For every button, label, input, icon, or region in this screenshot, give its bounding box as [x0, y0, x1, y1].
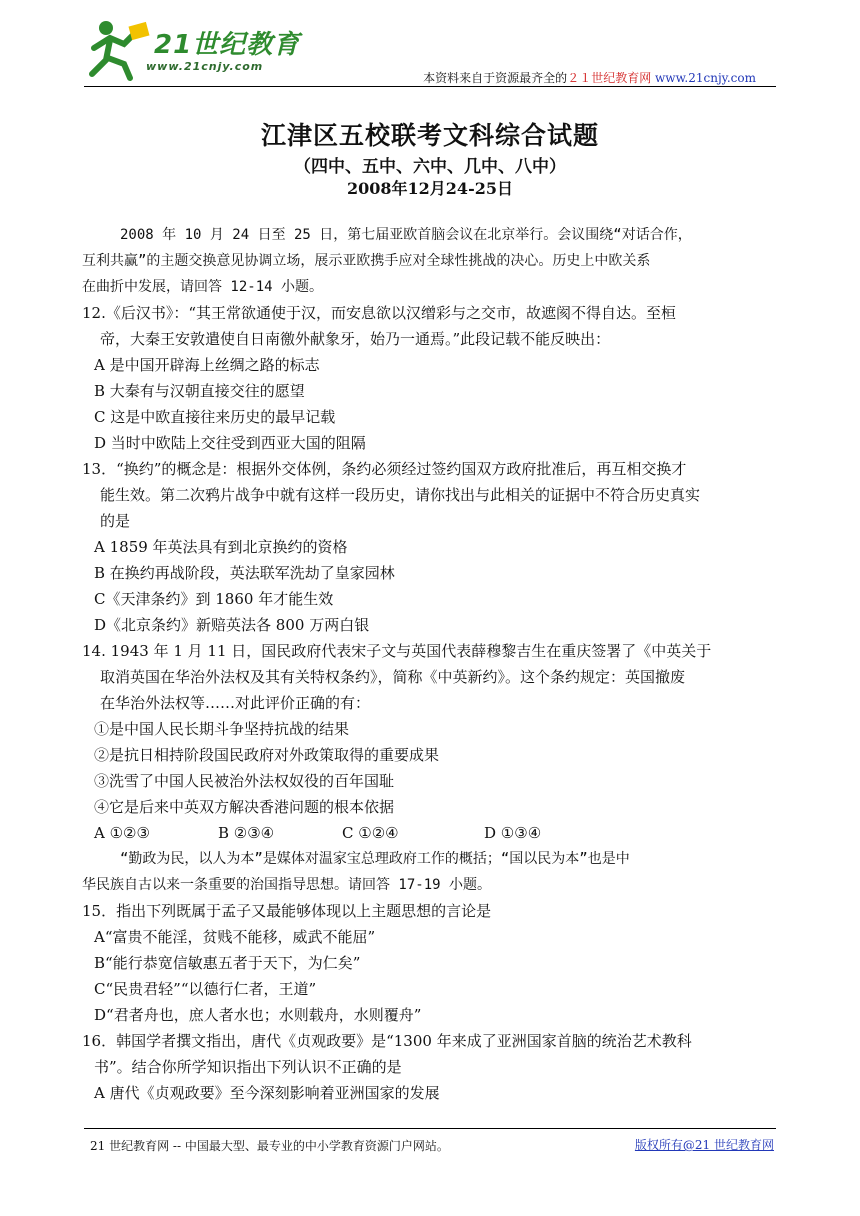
intro2-line: 华民族自古以来一条重要的治国指导思想。请回答 17-19 小题。 — [82, 877, 491, 893]
question-16-stem: 书”。结合你所学知识指出下列认识不正确的是 — [94, 1058, 402, 1076]
runner-logo-icon — [84, 18, 154, 82]
question-14-stem: 取消英国在华治外法权及其有关特权条约》，简称《中英新约》。这个条约规定：英国撤废 — [100, 668, 686, 686]
question-13-option: C《天津条约》到 1860 年才能生效 — [94, 590, 334, 608]
question-13-option: D《北京条约》新赔英法各 800 万两白银 — [94, 616, 370, 634]
question-14-choices — [82, 820, 782, 846]
question-13-stem: 13．“换约”的概念是：根据外交体例，条约必须经过签约国双方政府批准后，再互相交换才 — [82, 460, 687, 478]
exam-title: 江津区五校联考文科综合试题 — [260, 121, 599, 150]
site-logo[interactable] — [84, 18, 301, 82]
question-12-option: B 大秦有与汉朝直接交往的愿望 — [94, 382, 305, 400]
question-12-stem: 帝，大秦王安敦遣使自日南徼外献象牙，始乃一通焉。”此段记载不能反映出： — [100, 330, 611, 348]
question-15-option: B“能行恭宽信敏惠五者于天下，为仁矣” — [94, 954, 361, 972]
question-13-option: B 在换约再战阶段，英法联军洗劫了皇家园林 — [94, 564, 395, 582]
question-15-option: D“君者舟也，庶人者水也；水则载舟，水则覆舟” — [94, 1006, 422, 1024]
intro-line: 2008 年 10 月 24 日至 25 日，第七届亚欧首脑会议在北京举行。会议围绕“对话合作， — [120, 227, 692, 243]
footer-divider — [84, 1128, 776, 1129]
question-16-option: A 唐代《贞观政要》至今深刻影响着亚洲国家的发展 — [94, 1084, 440, 1102]
header-source — [423, 69, 756, 86]
question-12-option: D 当时中欧陆上交往受到西亚大国的阻隔 — [94, 434, 366, 452]
source-url-link[interactable]: www.21cnjy.com — [655, 71, 756, 85]
question-13-option: A 1859 年英法具有到北京换约的资格 — [94, 538, 348, 556]
question-15-option: C“民贵君轻”“以德行仁者，王道” — [94, 980, 317, 998]
question-14-item: ②是抗日相持阶段国民政府对外政策取得的重要成果 — [94, 746, 440, 764]
question-14-stem: 14. 1943 年 1 月 11 日，国民政府代表宋子文与英国代表薛穆黎吉生在重庆签署了《中英关于 — [82, 642, 712, 660]
question-14-choice: A ①②③ — [94, 824, 150, 842]
logo-url: www.21cnjy.com — [146, 60, 264, 73]
question-12-stem: 12.《后汉书》：“其王常欲通使于汉，而安息欲以汉缯彩与之交市，故遮阂不得自达。至桓 — [82, 304, 677, 322]
question-15-stem: 15．指出下列既属于孟子又最能够体现以上主题思想的言论是 — [82, 902, 492, 920]
source-prefix: 本资料来自于资源最齐全的 — [423, 71, 568, 85]
question-12-option: C 这是中欧直接往来历史的最早记载 — [94, 408, 336, 426]
question-14-choice: D ①③④ — [484, 824, 542, 842]
exam-date: 2008年12月24-25日 — [347, 179, 513, 198]
page-header — [0, 0, 860, 90]
footer-text: 21 世纪教育网 -- 中国最大型、最专业的中小学教育资源门户网站。 — [90, 1139, 449, 1153]
question-14-item: ①是中国人民长期斗争坚持抗战的结果 — [94, 720, 350, 738]
question-14-choice: C ①②④ — [342, 824, 399, 842]
source-site-link[interactable]: ２１世纪教育网 — [567, 71, 652, 85]
question-14-item: ③洗雪了中国人民被治外法权奴役的百年国耻 — [94, 772, 395, 790]
question-15-option: A“富贵不能淫，贫贱不能移，威武不能屈” — [94, 928, 376, 946]
question-14-stem: 在华治外法权等……对此评价正确的有： — [100, 694, 371, 712]
header-divider — [84, 86, 776, 87]
question-12-option: A 是中国开辟海上丝绸之路的标志 — [94, 356, 320, 374]
intro-line: 在曲折中发展，请回答 12-14 小题。 — [82, 279, 324, 295]
question-16-stem: 16．韩国学者撰文指出，唐代《贞观政要》是“1300 年来成了亚洲国家首脑的统治艺术教科 — [82, 1032, 692, 1050]
logo-text: 21世纪教育 — [154, 30, 301, 60]
question-13-stem: 的是 — [100, 512, 131, 530]
intro-line: 互利共赢”的主题交换意见协调立场，展示亚欧携手应对全球性挑战的决心。历史上中欧关系 — [82, 253, 651, 269]
exam-content — [82, 222, 782, 1106]
question-13-stem: 能生效。第二次鸦片战争中就有这样一段历史，请你找出与此相关的证据中不符合历史真实 — [100, 486, 701, 504]
question-14-item: ④它是后来中英双方解决香港问题的根本依据 — [94, 798, 395, 816]
intro2-line: “勤政为民，以人为本”是媒体对温家宝总理政府工作的概括；“国以民为本”也是中 — [120, 851, 630, 867]
exam-schools: （四中、五中、六中、几中、八中） — [294, 157, 566, 177]
copyright-link[interactable]: 版权所有@21 世纪教育网 — [634, 1138, 774, 1152]
question-14-choice: B ②③④ — [218, 824, 275, 842]
